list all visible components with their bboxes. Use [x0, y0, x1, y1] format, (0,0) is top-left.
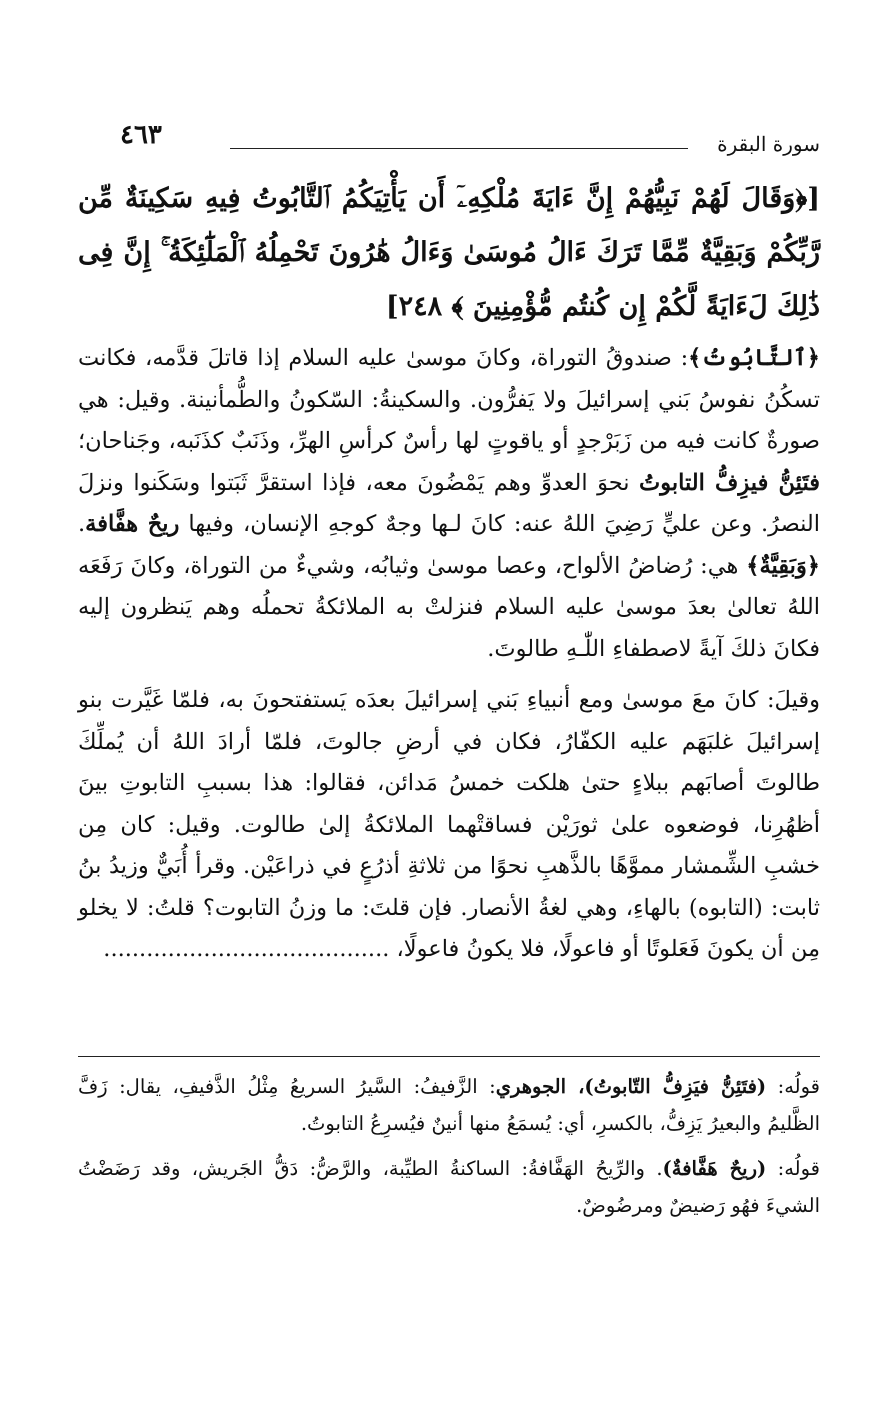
header-rule — [230, 148, 688, 149]
text-segment: : صندوقُ التوراة، وكانَ موسىٰ عليه السلام إذا قاتلَ قدَّمه، فكانت تسكُنُ نفوسُ بَني إسرائيلَ ولا يَفرُّون. والسكينةُ: السّكونُ والطُّمأنينة. وقيل: هي صورةٌ كانت فيه من زَبَرْجدٍ أو ياقوتٍ لها رأسٌ كرأسِ الهرِّ، وذَنَبٌ كذَنَبه، وجَناحان؛ — [78, 345, 820, 454]
text-segment: قولُه: — [766, 1157, 820, 1180]
footnote-keyword: (فتَئِنُّ فيَزِفُّ التّابوتُ)، الجوهري — [495, 1075, 767, 1098]
text-segment: قولُه: — [766, 1075, 820, 1098]
footnote-1 — [78, 1068, 820, 1142]
ellipsis-dots: ........................................ — [103, 936, 390, 962]
page-header — [120, 112, 820, 156]
text-segment: نحوَ العدوِّ وهم يَمْضُونَ معه، فإذا استقرَّ ثَبَتوا وسَكَنوا ونزلَ النصرُ. وعن عليٍّ رَضِيَ اللهُ عنه: كانَ لـها وجهٌ كوجهِ الإنسان، وفيها — [78, 469, 821, 537]
keyword-tabut: ﴿ٱلتَّابُوتُ﴾ — [688, 345, 820, 371]
quran-verse: [﴿وَقَالَ لَهُمْ نَبِيُّهُمْ إِنَّ ءَايَةَ مُلْكِهِۦٓ أَن يَأْتِيَكُمُ ٱلتَّابُوتُ فِيهِ سَكِينَةٌ مِّن رَّبِّكُمْ وَبَقِيَّةٌ مِّمَّا تَرَكَ ءَالُ مُوسَىٰ وَءَالُ هَٰرُونَ تَحْمِلُهُ ٱلْمَلَٰٓئِكَةُ ۚ إِنَّ فِى ذَٰلِكَ لَءَايَةً لَّكُمْ إِن كُنتُم مُّؤْمِنِينَ ﴾ ٢٤٨] — [78, 183, 820, 322]
text-segment: . — [78, 511, 86, 537]
footnote-rule — [78, 1056, 820, 1057]
footnotes — [78, 1068, 820, 1232]
text-segment: وقيلَ: كانَ معَ موسىٰ ومع أنبياءِ بَني إسرائيلَ بعدَه يَستفتحونَ به، فلمّا غَيَّرت بنو إسرائيلَ غلبَهَم عليه الكفّارُ، فكان في أرضِ جالوتَ، فلمّا أرادَ اللهُ أن يُملِّكَ طالوتَ أصابَهم ببلاءٍ حتىٰ هلكت خمسُ مَدائن، فقالوا: هذا بسببِ التابوتِ بينَ أظهُرِنا، فوضعوه علىٰ ثورَيْن فساقتْهما الملائكةُ إلىٰ طالوت. وقيل: كان مِن خشبِ الشِّمشار مموَّهًا بالذَّهبِ نحوًا من ثلاثةِ أذرُعٍ في ذراعَيْن. وقرأ أُبَيٌّ وزيدُ بنُ ثابت: (التابوه) بالهاءِ، وهي لغةُ الأنصار. فإن قلتَ: ما وزنُ التابوت؟ قلتُ: لا يخلو مِن أن يكونَ فَعَلوتًا أو فاعولًا، فلا يكونُ فاعولًا، — [78, 687, 820, 962]
text-segment: هي: رُضاضُ الألواح، وعصا موسىٰ وثيابُه، وشيءٌ من التوراة، وكانَ رَفَعَه اللهُ تعالىٰ بعدَ موسىٰ عليه السلام فنزلتْ به الملائكةُ تحملُه وهم يَنظرون إليه فكانَ ذلكَ آيةً لاصطفاءِ اللّٰـهِ طالوتَ. — [78, 552, 820, 662]
keyword-phrase: فتَئِنُّ فيزِفُّ التابوتُ — [639, 469, 821, 496]
commentary-paragraph-1 — [78, 338, 820, 670]
page-number: ٤٦٣ — [120, 120, 162, 150]
surah-name: سورة البقرة — [717, 132, 820, 156]
text-segment: . والرِّيحُ الهَفَّافةُ: الساكنةُ الطيِّبة، والرَّضُّ: دَقُّ الجَريش، وقد رَضَضْتُ الشيءَ فهُو رَضيضٌ ومرضُوضٌ. — [78, 1157, 820, 1217]
keyword-phrase: ريحٌ هفَّافة — [85, 511, 180, 537]
commentary-paragraph-2 — [78, 680, 820, 971]
main-text — [78, 172, 820, 971]
footnote-keyword: (ريحٌ هَفَّافةٌ) — [662, 1157, 767, 1180]
text-segment: : الزَّفيفُ: السَّيرُ السريعُ مِثْلُ الذَّفيفِ، يقال: زَفَّ الظَّليمُ والبعيرُ يَزِفُّ، بالكسرِ، أي: يُسمَعُ منها أنينٌ فيُسرِعُ التابوتُ. — [78, 1075, 820, 1135]
footnote-2 — [78, 1150, 820, 1224]
keyword-baqiyya: ﴿وَبَقِيَّةٌ﴾ — [746, 552, 820, 579]
